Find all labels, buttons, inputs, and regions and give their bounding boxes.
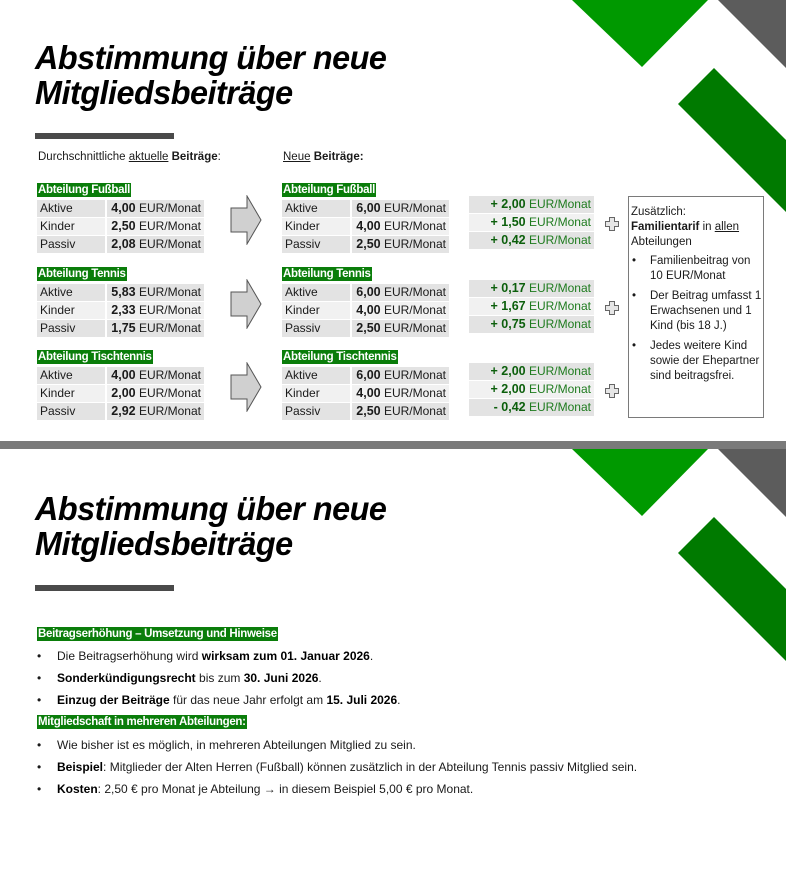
fee-amount: 2,08 EUR/Monat bbox=[107, 236, 204, 253]
title-line-1: Abstimmung über neue bbox=[35, 490, 387, 527]
fee-change-row bbox=[469, 214, 594, 231]
fee-change-block bbox=[469, 361, 594, 417]
fee-amount: 4,00 EUR/Monat bbox=[107, 200, 204, 217]
section-label-implementation: Beitragserhöhung – Umsetzung und Hinweise bbox=[38, 628, 277, 640]
fee-change-table bbox=[469, 362, 594, 417]
member-category: Kinder bbox=[37, 302, 107, 319]
fee-row bbox=[37, 320, 204, 337]
fee-row bbox=[37, 385, 204, 402]
title-underline-rule bbox=[35, 133, 174, 139]
member-category: Passiv bbox=[282, 403, 352, 420]
fee-row bbox=[282, 302, 449, 319]
member-category: Aktive bbox=[37, 367, 107, 384]
department-label: Abteilung Tischtennis bbox=[38, 351, 152, 363]
new-fees-block bbox=[282, 180, 449, 254]
fee-row bbox=[37, 236, 204, 253]
member-category: Aktive bbox=[282, 284, 352, 301]
fee-change-row bbox=[469, 298, 594, 315]
fee-change-row bbox=[469, 316, 594, 333]
department-label: Abteilung Tischtennis bbox=[283, 351, 397, 363]
fee-amount: 2,50 EUR/Monat bbox=[352, 320, 449, 337]
slide-separator bbox=[0, 441, 786, 449]
family-tariff-info-box bbox=[628, 196, 764, 418]
fee-row bbox=[282, 367, 449, 384]
fee-amount: 4,00 EUR/Monat bbox=[352, 385, 449, 402]
member-category: Passiv bbox=[37, 236, 107, 253]
fee-amount: 2,92 EUR/Monat bbox=[107, 403, 204, 420]
fee-change-row bbox=[469, 363, 594, 380]
department-label: Abteilung Fußball bbox=[283, 184, 375, 196]
info-bullet: • Familienbeitrag von 10 EUR/Monat bbox=[631, 254, 763, 284]
fee-amount: 1,75 EUR/Monat bbox=[107, 320, 204, 337]
bullet-membership-possible: • Wie bisher ist es möglich, in mehreren Abteilungen Mitglied zu sein. bbox=[37, 738, 637, 760]
implementation-bullets bbox=[37, 649, 401, 715]
member-category: Aktive bbox=[37, 284, 107, 301]
fee-change-block bbox=[469, 278, 594, 334]
membership-bullets bbox=[37, 738, 637, 804]
page-title bbox=[35, 491, 386, 561]
fee-amount: 2,50 EUR/Monat bbox=[352, 236, 449, 253]
member-category: Aktive bbox=[37, 200, 107, 217]
plus-icon bbox=[605, 217, 619, 231]
current-fees-table bbox=[37, 199, 204, 254]
member-category: Kinder bbox=[282, 302, 352, 319]
fee-row bbox=[282, 403, 449, 420]
fee-amount: 2,50 EUR/Monat bbox=[352, 403, 449, 420]
title-underline-rule bbox=[35, 585, 174, 591]
plus-icon bbox=[605, 301, 619, 315]
slide-1 bbox=[0, 0, 786, 440]
new-fees-block bbox=[282, 347, 449, 421]
info-bullet: • Der Beitrag umfasst 1 Erwachsenen und 1 Kind (bis 18 J.) bbox=[631, 289, 763, 334]
fee-row bbox=[37, 367, 204, 384]
fee-amount: 2,33 EUR/Monat bbox=[107, 302, 204, 319]
member-category: Kinder bbox=[282, 385, 352, 402]
info-box-tariff-line: Familientarif in allen bbox=[631, 221, 740, 233]
department-label: Abteilung Fußball bbox=[38, 184, 130, 196]
fee-row bbox=[37, 284, 204, 301]
decorative-corner-shapes bbox=[556, 449, 786, 679]
member-category: Passiv bbox=[37, 403, 107, 420]
current-fees-block bbox=[37, 180, 204, 254]
fee-amount: 2,50 EUR/Monat bbox=[107, 218, 204, 235]
title-line-2: Mitgliedsbeiträge bbox=[35, 74, 293, 111]
member-category: Kinder bbox=[37, 218, 107, 235]
fee-change-row bbox=[469, 399, 594, 416]
current-fees-block bbox=[37, 264, 204, 338]
current-fees-block bbox=[37, 347, 204, 421]
right-arrow-icon bbox=[230, 279, 262, 329]
new-fees-block bbox=[282, 264, 449, 338]
fee-amount: 4,00 EUR/Monat bbox=[107, 367, 204, 384]
fee-change: + 1,50 EUR/Monat bbox=[469, 214, 594, 231]
info-box-departments: Abteilungen bbox=[631, 236, 692, 248]
fee-change: + 0,17 EUR/Monat bbox=[469, 280, 594, 297]
fee-change-table bbox=[469, 195, 594, 250]
fee-row bbox=[282, 200, 449, 217]
bullet-costs: • Kosten: 2,50 € pro Monat je Abteilung → in diesem Beispiel 5,00 € pro Monat. bbox=[37, 782, 637, 804]
fee-change-row bbox=[469, 232, 594, 249]
right-arrow-icon bbox=[230, 195, 262, 245]
fee-change-row bbox=[469, 280, 594, 297]
fee-amount: 2,00 EUR/Monat bbox=[107, 385, 204, 402]
fee-row bbox=[37, 302, 204, 319]
page-title bbox=[35, 40, 386, 110]
fee-amount: 4,00 EUR/Monat bbox=[352, 302, 449, 319]
fee-change: + 1,67 EUR/Monat bbox=[469, 298, 594, 315]
member-category: Kinder bbox=[282, 218, 352, 235]
fee-change: - 0,42 EUR/Monat bbox=[469, 399, 594, 416]
fee-amount: 6,00 EUR/Monat bbox=[352, 367, 449, 384]
department-label: Abteilung Tennis bbox=[38, 268, 126, 280]
title-line-2: Mitgliedsbeiträge bbox=[35, 525, 293, 562]
fee-change: + 2,00 EUR/Monat bbox=[469, 381, 594, 398]
title-line-1: Abstimmung über neue bbox=[35, 39, 387, 76]
fee-row bbox=[37, 200, 204, 217]
member-category: Passiv bbox=[282, 320, 352, 337]
info-box-bullets bbox=[631, 254, 763, 384]
member-category: Aktive bbox=[282, 200, 352, 217]
fee-row bbox=[282, 218, 449, 235]
fee-change: + 2,00 EUR/Monat bbox=[469, 363, 594, 380]
fee-row bbox=[282, 320, 449, 337]
bullet-effective-date: • Die Beitragserhöhung wird wirksam zum 01. Januar 2026. bbox=[37, 649, 401, 671]
current-fees-table bbox=[37, 283, 204, 338]
fee-amount: 6,00 EUR/Monat bbox=[352, 200, 449, 217]
fee-row bbox=[282, 284, 449, 301]
department-label: Abteilung Tennis bbox=[283, 268, 371, 280]
member-category: Passiv bbox=[37, 320, 107, 337]
current-fees-heading: Durchschnittliche aktuelle Beiträge: bbox=[38, 151, 221, 163]
fee-change: + 0,75 EUR/Monat bbox=[469, 316, 594, 333]
fee-change: + 2,00 EUR/Monat bbox=[469, 196, 594, 213]
plus-icon bbox=[605, 384, 619, 398]
new-fees-table bbox=[282, 283, 449, 338]
fee-change-row bbox=[469, 196, 594, 213]
bullet-example: • Beispiel: Mitglieder der Alten Herren (Fußball) können zusätzlich in der Abteilung Tennis passiv Mitglied sein. bbox=[37, 760, 637, 782]
bullet-cancellation-right: • Sonderkündigungsrecht bis zum 30. Juni 2026. bbox=[37, 671, 401, 693]
bullet-collection-date: • Einzug der Beiträge für das neue Jahr erfolgt am 15. Juli 2026. bbox=[37, 693, 401, 715]
fee-amount: 5,83 EUR/Monat bbox=[107, 284, 204, 301]
right-arrow-icon bbox=[230, 362, 262, 412]
info-bullet: • Jedes weitere Kind sowie der Ehepartner sind beitragsfrei. bbox=[631, 339, 763, 384]
member-category: Aktive bbox=[282, 367, 352, 384]
fee-row bbox=[37, 218, 204, 235]
section-label-multiple-memberships: Mitgliedschaft in mehreren Abteilungen: bbox=[38, 716, 246, 728]
info-box-intro: Zusätzlich: bbox=[631, 206, 686, 218]
fee-change: + 0,42 EUR/Monat bbox=[469, 232, 594, 249]
fee-change-row bbox=[469, 381, 594, 398]
fee-change-block bbox=[469, 194, 594, 250]
new-fees-table bbox=[282, 366, 449, 421]
fee-row bbox=[282, 385, 449, 402]
current-fees-table bbox=[37, 366, 204, 421]
member-category: Passiv bbox=[282, 236, 352, 253]
fee-change-table bbox=[469, 279, 594, 334]
new-fees-heading: Neue Beiträge: bbox=[283, 151, 364, 163]
fee-amount: 6,00 EUR/Monat bbox=[352, 284, 449, 301]
slide-2 bbox=[0, 449, 786, 888]
member-category: Kinder bbox=[37, 385, 107, 402]
fee-amount: 4,00 EUR/Monat bbox=[352, 218, 449, 235]
fee-row bbox=[37, 403, 204, 420]
fee-row bbox=[282, 236, 449, 253]
new-fees-table bbox=[282, 199, 449, 254]
